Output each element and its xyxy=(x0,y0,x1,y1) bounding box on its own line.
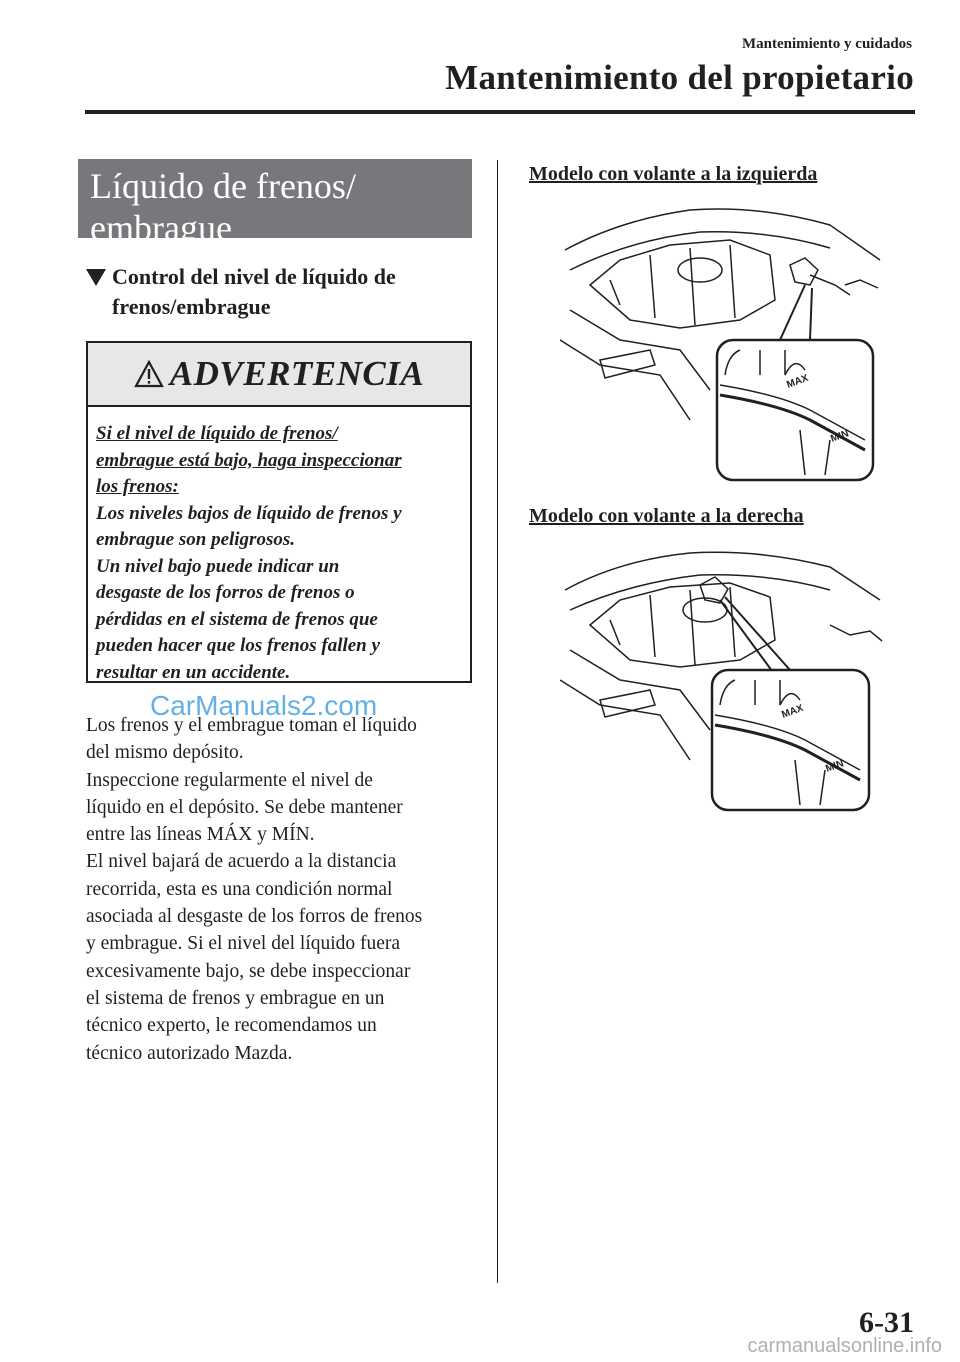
header-rule xyxy=(85,110,915,114)
header-chapter: Mantenimiento y cuidados xyxy=(741,36,912,52)
watermark-link[interactable]: CarManuals2.com xyxy=(150,690,378,721)
figure-caption-rhd: Modelo con volante a la derecha xyxy=(529,505,804,527)
page-number: 6-31 xyxy=(859,1306,914,1339)
warning-line: resultar en un accidente. xyxy=(96,661,291,683)
body-line: y embrague. Si el nivel del líquido fuera xyxy=(86,933,401,955)
body-line: Inspeccione regularmente el nivel de xyxy=(86,769,373,791)
body-line: Los frenos y el embrague toman el líquido xyxy=(86,715,417,736)
warning-line: embrague son peligrosos. xyxy=(96,529,295,550)
engine-bay-illustration-lhd xyxy=(560,200,890,485)
column-divider xyxy=(497,160,498,1283)
warning-underlined-line: los frenos: xyxy=(96,476,179,497)
body-line: excesivamente bajo, se debe inspeccionar xyxy=(86,960,411,982)
body-line: técnico autorizado Mazda. xyxy=(86,1042,293,1064)
body-line: el sistema de frenos y embrague en un xyxy=(86,987,385,1009)
figure-caption-lhd: Modelo con volante a la izquierda xyxy=(529,163,818,185)
warning-title: ADVERTENCIA xyxy=(169,354,425,393)
body-line: técnico experto, le recomendamos un xyxy=(86,1015,377,1037)
body-line: del mismo depósito. xyxy=(86,742,244,764)
engine-bay-illustration-rhd xyxy=(560,545,890,825)
warning-box xyxy=(86,341,472,683)
header-section: Mantenimiento del propietario xyxy=(445,58,914,97)
section-title-line1: Líquido de frenos/ xyxy=(90,166,356,206)
subheading-line2: frenos/embrague xyxy=(112,294,271,319)
warning-line: pueden hacer que los frenos fallen y xyxy=(96,635,380,656)
warning-triangle-icon xyxy=(134,360,164,388)
min-label: MIN xyxy=(824,758,846,775)
body-line: asociada al desgaste de los forros de frenos xyxy=(86,906,423,928)
section-title xyxy=(78,159,472,248)
warning-line: Los niveles bajos de líquido de frenos y xyxy=(96,502,402,524)
warning-header xyxy=(88,343,470,407)
warning-underlined-line: embrague está bajo, haga inspeccionar xyxy=(96,449,402,471)
warning-line: pérdidas en el sistema de frenos que xyxy=(96,608,378,630)
max-label: MAX xyxy=(785,372,810,391)
subheading xyxy=(86,262,476,322)
body-line: recorrida, esta es una condición normal xyxy=(86,878,393,900)
footer-watermark: carmanualsonline.info xyxy=(747,1335,942,1357)
body-text xyxy=(86,712,478,1067)
min-label: MIN xyxy=(829,428,851,445)
subheading-line1: Control del nivel de líquido de xyxy=(112,264,396,289)
warning-line: desgaste de los forros de frenos o xyxy=(96,582,355,603)
body-line: El nivel bajará de acuerdo a la distancia xyxy=(86,851,397,873)
body-line: líquido en el depósito. Se debe mantener xyxy=(86,796,403,818)
section-title-line2: embrague xyxy=(90,208,232,248)
triangle-down-icon xyxy=(86,269,106,287)
warning-underlined-line: Si el nivel de líquido de frenos/ xyxy=(96,423,338,444)
warning-line: Un nivel bajo puede indicar un xyxy=(96,555,340,577)
max-label: MAX xyxy=(780,702,805,721)
warning-body xyxy=(88,407,470,686)
body-line: entre las líneas MÁX y MÍN. xyxy=(86,824,315,846)
